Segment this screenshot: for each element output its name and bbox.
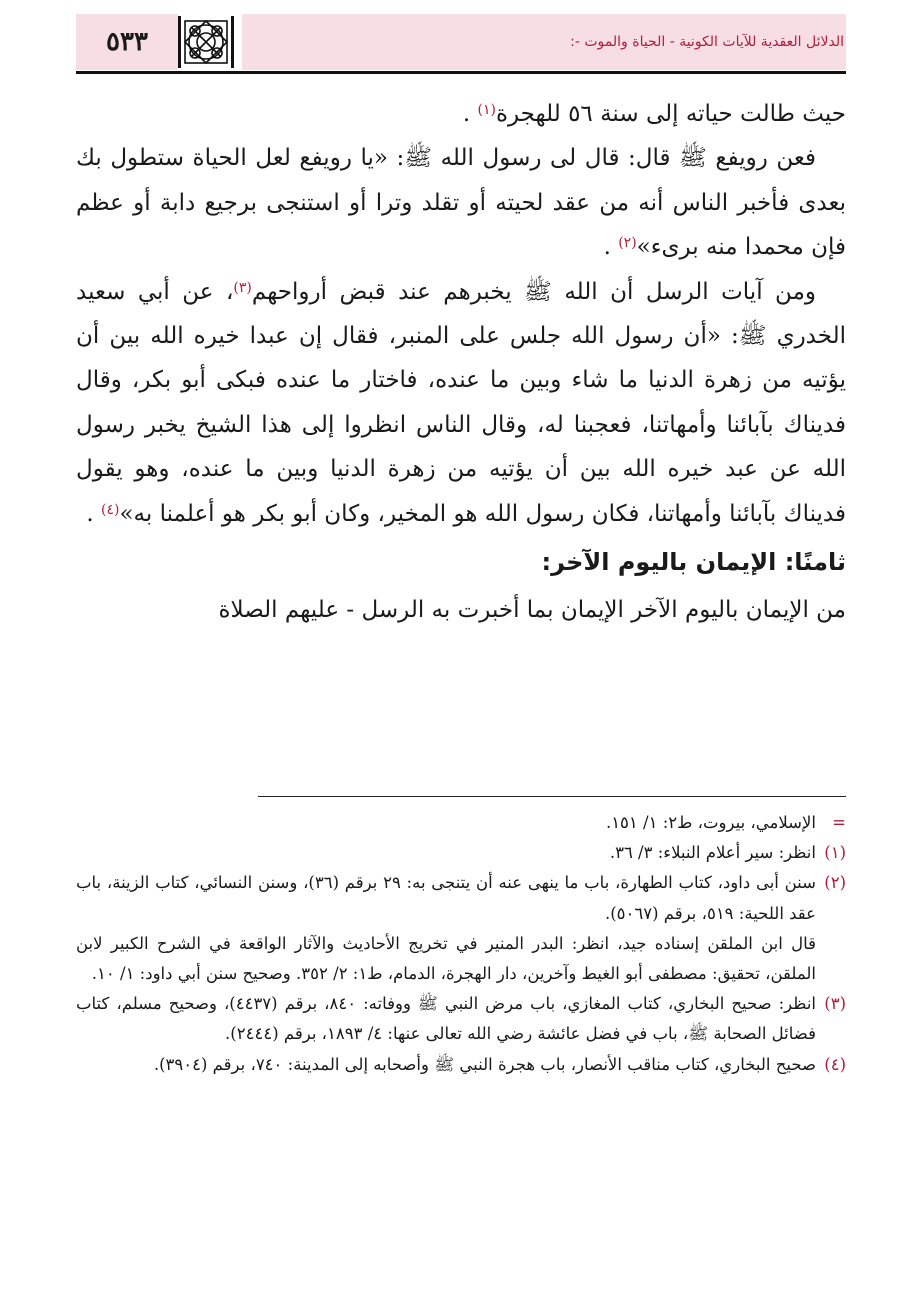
footnote-ref-1[interactable]: (١) [477,102,496,118]
geometric-ornament-icon [178,16,234,68]
footnote-number: (٢) [824,873,846,893]
footnote-text: انظر: صحيح البخاري، كتاب المغازي، باب مرض النبي ﷺ ووفاته: ٨٤٠، برقم (٤٤٣٧)، وصحيح مسلم، كتاب فضائل الصحابة ﷺ، باب في فضل عائشة رضي الله تعالى عنها: ٤/ ١٨٩٣، برقم (٢٤٤٤). [76,994,816,1044]
footnote-number: (١) [824,843,846,863]
paragraph-3-end: . [86,500,94,527]
main-text [76,92,846,633]
paragraph-1-end: . [462,101,471,127]
footnote-text: الإسلامي، بيروت، ط٢: ١/ ١٥١. [605,813,816,832]
paragraph-3-text-a: ومن آيات الرسل أن الله ﷺ يخبرهم عند قبض أرواحهم [251,278,816,305]
paragraph-3-text-b: ، عن أبي سعيد الخدري ﷺ: «أن رسول الله جلس على المنبر، فقال إن عبدا خيره الله بين أن يؤتيه من زهرة الدنيا ما شاء وبين ما عنده، فاختار ما عنده فبكى أبو بكر، وقال فديناك بآبائنا وأمهاتنا، فعجبنا له، وقال الناس انظروا إلى هذا الشيخ يخبر رسول الله عن عبد خيره الله بين أن يؤتيه من زهرة الدنيا وبين ما عنده، وهو يقول فديناك بآبائنا وأمهاتنا، فكان رسول الله هو المخير، وكان أبو بكر هو أعلمنا به» [76,278,846,527]
footnote-1 [76,838,846,868]
footnote-separator [258,796,846,797]
footnote-continued [76,808,846,838]
page-number: ٥٣٣ [76,14,178,70]
paragraph-2-end: . [603,234,611,261]
footnotes [76,808,846,1080]
footnote-text: سنن أبى داود، كتاب الطهارة، باب ما ينهى عنه أن يتنجى به: ٢٩ برقم (٣٦)، وسنن النسائي، كتاب الزينة، باب عقد اللحية: ٥١٩، برقم (٥٠٦٧). [76,873,816,923]
footnote-text: انظر: سير أعلام النبلاء: ٣/ ٣٦. [609,843,816,863]
footnote-ref-3[interactable]: (٣) [233,279,252,296]
footnote-number: (٤) [824,1054,846,1074]
paragraph-1-text: حيث طالت حياته إلى سنة ٥٦ للهجرة [495,101,846,127]
running-title: الدلائل العقدية للآيات الكونية - الحياة والموت -: [242,14,846,70]
footnote-ref-4[interactable]: (٤) [101,501,120,518]
paragraph-2-text: فعن رويفع ﷺ قال: قال لى رسول الله ﷺ: «يا رويفع لعل الحياة ستطول بك بعدى فأخبر الناس أنه من عقد لحيته أو تقلد وترا أو استنجى برجيع دابة أو عظم فإن محمدا منه برىء» [76,145,846,261]
footnote-marker: = [832,813,846,832]
page-header [76,14,846,72]
footnote-text: صحيح البخاري، كتاب مناقب الأنصار، باب هجرة النبي ﷺ وأصحابه إلى المدينة: ٧٤٠، برقم (٣٩٠٤). [153,1054,816,1074]
footnote-ref-2[interactable]: (٢) [618,235,637,252]
footnote-text: قال ابن الملقن إسناده جيد، انظر: البدر المنير في تخريج الأحاديث والآثار الواقعة في الشرح الكبير لابن الملقن، تحقيق: مصطفى أبو الغيط وآخرين، دار الهجرة، الدمام، ط١: ٢/ ٣٥٢. وصحيح سنن أبي داود: ١/ ١٠. [76,933,816,984]
section-heading: ثامنًا: الإيمان باليوم الآخر: [541,548,846,577]
paragraph-4: من الإيمان باليوم الآخر الإيمان بما أخبرت به الرسل - عليهم الصلاة [218,597,846,624]
header-rule [76,71,846,74]
footnote-4 [76,1050,846,1080]
footnote-3 [76,989,846,1049]
paragraph-1 [76,92,846,136]
footnote-2-continued [76,929,846,989]
footnote-2 [76,868,846,928]
paragraph-2 [76,136,846,269]
paragraph-3 [76,270,846,536]
footnote-number: (٣) [824,994,846,1014]
